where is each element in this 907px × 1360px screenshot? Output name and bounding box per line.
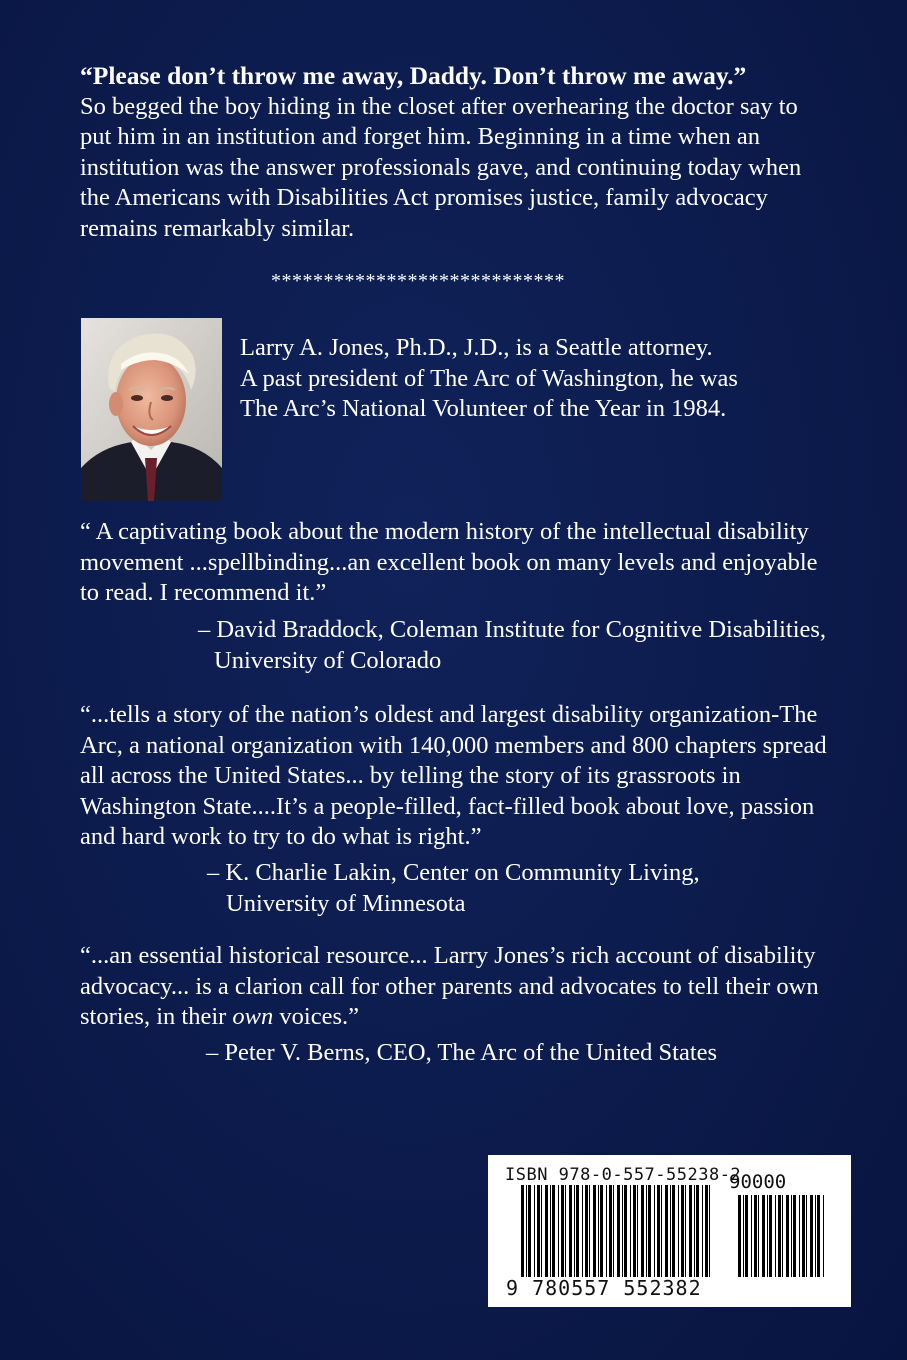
barcode-bar (685, 1185, 686, 1277)
barcode-bar (799, 1195, 800, 1277)
barcode-bar (678, 1185, 679, 1277)
barcode-bar (709, 1185, 710, 1277)
barcode-bar (624, 1185, 627, 1277)
barcode-bar (758, 1195, 759, 1277)
barcode-bar (738, 1195, 741, 1277)
barcode-bar (637, 1185, 638, 1277)
barcode-bar (541, 1185, 542, 1277)
quote-line: “...tells a story of the nation’s oldest and largest disability organization-The (80, 701, 818, 728)
barcode-bar (582, 1185, 583, 1277)
barcode-bar (648, 1185, 651, 1277)
barcode-bar (613, 1185, 614, 1277)
barcode-bar (670, 1185, 671, 1277)
barcode-bar (585, 1185, 588, 1277)
barcode-bar (534, 1185, 535, 1277)
author-photo (81, 318, 222, 501)
barcode-bar (778, 1195, 781, 1277)
barcode-bar (793, 1195, 796, 1277)
barcode-bar (702, 1185, 703, 1277)
intro-line: the Americans with Disabilities Act promises justice, family advocacy (80, 184, 768, 211)
barcode-bar (815, 1195, 816, 1277)
barcode-bar (806, 1195, 807, 1277)
barcode-bar (600, 1185, 603, 1277)
barcode-bar (617, 1185, 620, 1277)
quote-line: movement ...spellbinding...an excellent book on many levels and enjoyable (80, 548, 818, 576)
price-code-label: 90000 (729, 1171, 787, 1193)
barcode-bar (630, 1185, 631, 1277)
barcode-bar (641, 1185, 644, 1277)
barcode-bars (521, 1185, 711, 1277)
quote-line: and hard work to try to do what is right.” (80, 823, 482, 850)
quote-line: advocacy... is a clarion call for other parents and advocates to tell their own (80, 972, 819, 1000)
quote-emphasis: own (232, 1003, 274, 1030)
barcode-bar (802, 1195, 805, 1277)
quote-attribution: – David Braddock, Coleman Institute for Cognitive Disabilities, (198, 616, 827, 643)
barcode-bar (561, 1185, 564, 1277)
barcode-bar (823, 1195, 824, 1277)
author-bio-line: The Arc’s National Volunteer of the Year in 1984. (240, 395, 727, 422)
intro-headline: “Please don’t throw me away, Daddy. Don’t throw me away.” (80, 61, 747, 90)
barcode-bar (672, 1185, 675, 1277)
isbn-barcode (488, 1155, 851, 1307)
isbn-label: ISBN 978-0-557-55238-2 (505, 1165, 742, 1185)
barcode-bar (657, 1185, 660, 1277)
quote-line: Arc, a national organization with 140,000 members and 800 chapters spread (80, 731, 827, 759)
separator-stars: **************************** (271, 270, 565, 292)
quote-line: Washington State....It’s a people-filled, fact-filled book about love, passion (80, 792, 815, 820)
barcode-bar (705, 1185, 708, 1277)
intro-paragraph (80, 61, 840, 244)
barcode-bar (598, 1185, 599, 1277)
quote-text: voices.” (273, 1003, 359, 1030)
barcode-bar (769, 1195, 772, 1277)
barcode-bar (665, 1185, 668, 1277)
barcode-bar (589, 1185, 590, 1277)
intro-line: remains remarkably similar. (80, 214, 355, 242)
barcode-bar (817, 1195, 820, 1277)
barcode-bar (552, 1185, 555, 1277)
quote-line (80, 1002, 840, 1033)
barcode-bar (767, 1195, 768, 1277)
intro-line: put him in an institution and forget him. Beginning in a time when an (80, 123, 761, 150)
barcode-bar (521, 1185, 524, 1277)
quote-text: stories, in their (80, 1003, 233, 1030)
barcode-bar (622, 1185, 623, 1277)
review-quote-3 (80, 941, 840, 1033)
barcode-bar (791, 1195, 792, 1277)
barcode-bar (661, 1185, 662, 1277)
barcode-bar (537, 1185, 540, 1277)
intro-line: So begged the boy hiding in the closet after overhearing the doctor say to (80, 92, 798, 120)
barcode-bar (569, 1185, 572, 1277)
barcode-bar (762, 1195, 765, 1277)
quote-line: “ A captivating book about the modern history of the intellectual disability (80, 518, 809, 545)
barcode-bar (593, 1185, 596, 1277)
barcode-bar (633, 1185, 636, 1277)
barcode-bar (526, 1185, 527, 1277)
barcode-bar (754, 1195, 757, 1277)
barcode-bar (745, 1195, 748, 1277)
quote-attribution: – Peter V. Berns, CEO, The Arc of the United States (206, 1039, 718, 1066)
barcode-bar (810, 1195, 813, 1277)
barcode-digits: 9 780557 552382 (506, 1276, 702, 1300)
barcode-bar (574, 1185, 575, 1277)
barcode-bar (775, 1195, 776, 1277)
barcode-bar (528, 1185, 531, 1277)
quote-attribution: – K. Charlie Lakin, Center on Community Living, (207, 859, 700, 886)
quote-line: all across the United States... by telling the story of its grassroots in (80, 762, 741, 789)
barcode-bar (654, 1185, 655, 1277)
author-bio-line: Larry A. Jones, Ph.D., J.D., is a Seattle attorney. (240, 334, 713, 361)
quote-line: “...an essential historical resource... Larry Jones’s rich account of disability (80, 942, 816, 969)
quote-attribution: University of Colorado (214, 647, 442, 674)
barcode-bar (558, 1185, 559, 1277)
review-quote-2 (80, 700, 840, 853)
barcode-bar (550, 1185, 551, 1277)
barcode-bar (782, 1195, 783, 1277)
barcode-bar (565, 1185, 566, 1277)
barcode-bar (694, 1185, 695, 1277)
barcode-bar (576, 1185, 579, 1277)
barcode-bar (609, 1185, 612, 1277)
quote-line: to read. I recommend it.” (80, 579, 327, 606)
barcode-bar (751, 1195, 752, 1277)
barcode-bar (689, 1185, 692, 1277)
intro-line: institution was the answer professionals gave, and continuing today when (80, 153, 802, 181)
author-bio (240, 333, 840, 425)
barcode-bar (681, 1185, 684, 1277)
barcode-bar (696, 1185, 699, 1277)
barcode-bar (743, 1195, 744, 1277)
review-quote-1 (80, 517, 840, 609)
author-bio-line: A past president of The Arc of Washington, he was (240, 364, 738, 392)
barcode-bar (545, 1185, 548, 1277)
barcode-bar (786, 1195, 789, 1277)
barcode-bar (646, 1185, 647, 1277)
price-barcode-bars (738, 1195, 828, 1277)
quote-attribution: University of Minnesota (226, 890, 466, 917)
barcode-bar (606, 1185, 607, 1277)
